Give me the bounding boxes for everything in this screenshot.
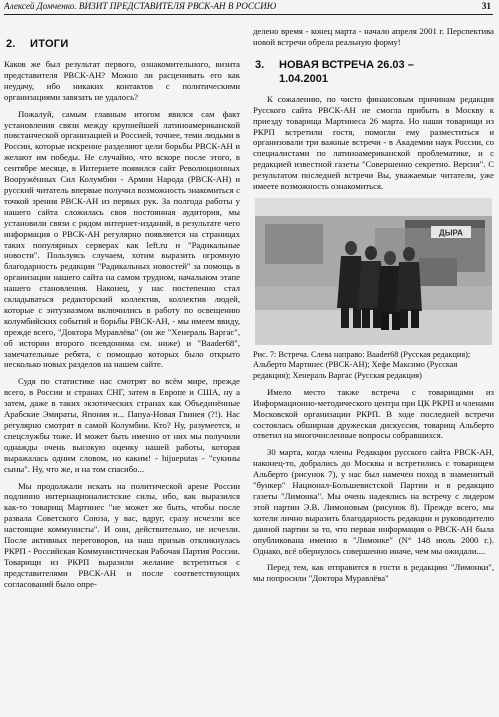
paragraph: Мы продолжали искать на политической арене России подлинно интернационалистские силы, ибо, как выразился как-то товарищ Мартинес "не может же быть, чтобы после развала Советского Союза, у вас, вдруг, сразу исчезли все настоящие коммунисты". И они, действительно, не исчезли. После активных переговоров, на наш призыв откликнулась РКРП - Российская Коммунистическая Рабочая Партия России. Товарищи из РКРП выразили желание встретиться с представителями РВСК-АН и после соответствующих согласований было опре- [4,480,240,589]
paragraph: К сожалению, по чисто финансовым причинам редакция Русского сайта РВСК-АН не смогла прибыть в Москву к приезду товарища Мартинеса 26 марта. Но наши товарищи из РКРП встретили гостя, помогли ему разместиться и организовали три важные встречи - в Академии наук России, со специалистами по латиноамериканской проблематике, и с редакцией известной газеты "Совершенно секретно. Версия". С результатом последней встречи Вы, уважаемые читатели, уже имеете возможность ознакомиться. [253,93,494,192]
page-number: 31 [481,1,491,11]
paragraph: Перед тем, как отправится в гости в редакцию "Лимонки", мы попросили "Доктора Муравлёва" [253,562,494,584]
section-2-number: 2. [6,38,16,50]
paragraph: Имело место также встреча с товарищами из Информационно-методического центра при ЦК РКРП и членами Московской организации РКРП. В ходе последней встречи состоялась обширная дружеская дискуссия, товарищ Альберто ответил на многочисленные вопросы собравшихся. [253,386,494,441]
section-3-heading [255,58,494,86]
photo-illustration [255,198,492,345]
section-2-title: ИТОГИ [30,38,69,50]
paragraph: Судя по статистике нас смотрят во всём мире, прежде всего, в России и странах СНГ, затем в Европе и США, ну а затем, даже в таких экзотических странах как Объединённые Арабские Эмираты, Япония и... Папуа-Новая Гвинея (?!). Нас регулярно смотрят в самой Колумбии. Кто? Ну, разумеется, и спецслужбы тоже. И может быть именно от них мы получили однажды очень высокую оценку нашей работы, которая выражалась одним словом, но каким! - hijueputas - "сукины сыны". Ну, что же, и на том спасибо... [4,376,240,474]
running-header [4,0,493,15]
section-2-heading [6,38,240,50]
photo-sign-text: ДЫРА [439,228,463,238]
paragraph-continued: делено время - конец марта - начало апреля 2001 г. Перспектива новой встречи обрела реальную форму! [253,26,494,47]
paragraph: Каков же был результат первого, ознакомительного, визита представителя РВСК-АН? Можно ли расценивать его как неудачу, ибо никаких контактов с политическими организациями завязать не удалось? [4,59,240,102]
section-3-number: 3. [255,58,265,71]
section-3-title-line2: 1.04.2001 [279,72,328,85]
right-column [253,26,494,717]
paragraph: 30 марта, когда члены Редакции русского сайта РВСК-АН, наконец-то, добрались до Москвы и встретились с товарищем Альберто (рисунок 7), у нас был намечен поход в знаменитый "бункер" Национал-Большевистской Партии и в редакцию газеты "Лимонка". Мы очень надеялись на встречу с лидером этой партии Э.В. Лимоновым (рисунок 8). Прежде всего, мы хотели лично выразить благодарность редакции и руководителю данной партии за то, что первая информация о РВСК-АН была опубликована именно в "Лимонке" (N° 148 июль 2000 г.). Однако, всё обернулось совершенно иначе, чем мы ожидали.... [253,447,494,556]
left-column [4,26,240,717]
section-3-title-line1: НОВАЯ ВСТРЕЧА 26.03 – [279,58,414,71]
paragraph: Пожалуй, самым главным итогом явился сам факт установления связи между крупнейшей латиноамериканской повстанческой организацией и Россией, точнее, теми людьми в России, которые искренне разделяют цели борьбы РВСК-АН и желают им победы. Не случайно, что вскоре после этого, в сентябре месяце, в Интернете появился сайт Революционных Вооружённых Сил Колумбии - Армии Народа (РВСК-АН) и русский читатель впервые получил возможность знакомиться с точкой зрения РВСК-АН из первых рук. За полгода работы у нашего сайта сложилась своя постоянная аудитория, мы установили связи с рядом интернет-изданий, в результате чего информация о РВСК-АН регулярно появляется на страницах таких популярных серверах как left.ru и "Радикальные новости". Пользуясь случаем, хотим выразить огромную благодарность редакции "Радикальных новостей" за помощь в организации нашего сайта на самом трудном, начальном этапе нашего становления. Наконец, у нас постепенно стал складываться редакторский коллектив, коллектив людей, которые с энтузиазмом включились в работу по освещению колумбийских событий и борьбы РВСК-АН, - мы имеем ввиду, прежде всего, "Доктора Муравлёва" (он же "Хенераль Варгас", об истории второго псевдонима см. ниже) и "Baader68", замечательные ребята, с помощью которых было открыто несколько новых разделов на нашем сайте. [4,108,240,370]
figure-7-caption: Рис. 7: Встреча. Слева направо: Baader68 (Русская редакция); Альберто Мартинес (РВСК-АН); Хефе Максимо (Русская редакция); Хенераль Варгас (Русская редакция) [253,349,471,380]
figure-7-photo [255,198,492,345]
running-title: Алексей Домченко. ВИЗИТ ПРЕДСТАВИТЕЛЯ РВСК-АН В РОССИЮ [4,1,277,11]
